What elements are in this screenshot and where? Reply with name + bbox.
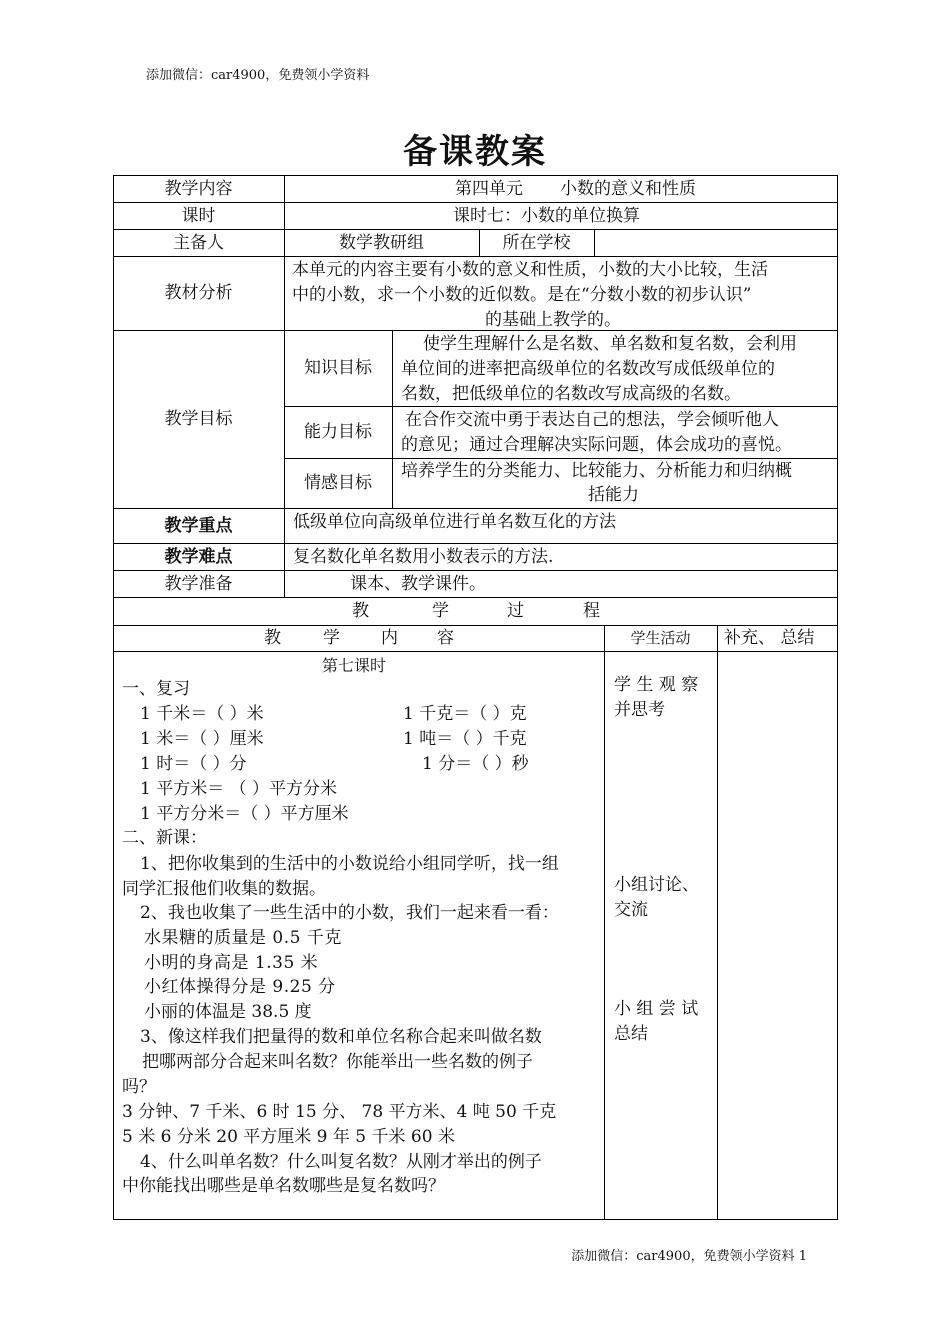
knowledge-label: 知识目标 [304,358,372,378]
school-label: 所在学校 [502,233,571,253]
process-title-char: 过 [507,601,524,621]
lesson-line: 5 米 6 分米 20 平方厘米 9 年 5 千米 60 米 [122,1127,455,1147]
process-title-char: 学 [432,601,449,621]
page-title: 备课教案 [403,132,547,172]
preparer-label: 主备人 [173,233,224,253]
review-heading: 一、复习 [122,679,190,699]
difficulty-label: 教学难点 [164,547,233,567]
lesson-line: 4、什么叫单名数？什么叫复名数？从刚才举出的例子 [140,1152,542,1172]
col-activity-header: 学生活动 [630,629,691,647]
period-label: 课时 [181,206,216,226]
activity-line: 学 生 观 察 [614,675,699,695]
prep-label: 教学准备 [164,574,233,594]
footer-note: 添加微信：car4900，免费领小学资料 1 [571,1249,807,1264]
period-value: 课时七：小数的单位换算 [453,206,640,226]
col-content-char: 教 [264,628,281,648]
lesson-line: 小红体操得分是 9.25 分 [144,977,336,997]
col-content-char: 内 [381,628,398,648]
col-content-char: 学 [323,628,340,648]
review-item: 1 千克＝（ ）克 [403,704,527,724]
emotion-label: 情感目标 [304,473,372,493]
review-item: 1 平方分米＝（ ）平方厘米 [140,804,349,824]
analysis-line: 的基础上教学的。 [485,310,621,330]
lesson-line: 水果糖的质量是 0.5 千克 [144,928,342,948]
lesson-line: 3、像这样我们把量得的数和单位名称合起来叫做名数 [140,1027,542,1047]
activity-line: 交流 [614,900,648,920]
difficulty-value: 复名数化单名数用小数表示的方法. [293,547,554,567]
col-summary-header: 补充、 总结 [724,628,815,648]
content-label: 教学内容 [164,179,233,199]
ability-line: 的意见；通过合理解决实际问题，体会成功的喜悦。 [401,435,792,455]
analysis-line: 中的小数，求一个小数的近似数。是在“分数小数的初步认识” [292,285,752,305]
ability-line: 在合作交流中勇于表达自己的想法，学会倾听他人 [405,410,779,430]
activity-line: 总结 [614,1024,648,1044]
lesson-line: 吗？ [122,1077,156,1097]
review-item: 1 吨＝（ ）千克 [403,729,527,749]
lesson-line: 中你能找出哪些是单名数哪些是复名数吗？ [122,1176,445,1196]
key-label: 教学重点 [164,516,233,536]
process-title-char: 程 [583,601,600,621]
new-heading: 二、新课： [122,828,207,848]
lesson-line: 3 分钟、7 千米、6 时 15 分、 78 平方米、4 吨 50 千克 [122,1102,557,1122]
content-topic: 小数的意义和性质 [560,179,696,199]
process-title-char: 教 [352,601,369,621]
analysis-line: 本单元的内容主要有小数的意义和性质，小数的大小比较，生活 [292,260,768,280]
review-item: 1 时＝（ ）分 [140,754,247,774]
lesson-line: 小明的身高是 1.35 米 [144,953,319,973]
review-item: 1 分＝（ ）秒 [422,754,529,774]
emotion-line: 括能力 [588,485,639,505]
col-content-char: 容 [437,628,454,648]
knowledge-line: 单位间的进率把高级单位的名数改写成低级单位的 [401,359,775,379]
activity-line: 小 组 尝 试 [614,999,699,1019]
review-item: 1 千米＝（ ）米 [140,704,264,724]
content-unit: 第四单元 [455,179,523,199]
lesson-period-title: 第七课时 [322,656,387,675]
knowledge-line: 名数，把低级单位的名数改写成高级的名数。 [401,384,741,404]
review-item: 1 米＝（ ）厘米 [140,729,264,749]
goals-label: 教学目标 [164,409,233,429]
activity-line: 小组讨论、 [614,875,699,895]
analysis-label: 教材分析 [164,283,233,303]
activity-line: 并思考 [614,700,665,720]
header-note: 添加微信：car4900，免费领小学资料 [146,68,370,83]
key-value: 低级单位向高级单位进行单名数互化的方法 [293,512,616,532]
review-item: 1 平方米＝ （ ）平方分米 [140,779,338,799]
emotion-line: 培养学生的分类能力、比较能力、分析能力和归纳概 [401,461,792,481]
lesson-line: 把哪两部分合起来叫名数？你能举出一些名数的例子 [142,1052,533,1072]
preparer-value: 数学教研组 [339,233,424,253]
lesson-line: 2、我也收集了一些生活中的小数，我们一起来看一看： [140,903,559,923]
lesson-line: 1、把你收集到的生活中的小数说给小组同学听，找一组 [140,854,559,874]
ability-label: 能力目标 [304,422,372,442]
prep-value: 课本、教学课件。 [350,574,486,594]
lesson-line: 小丽的体温是 38.5 度 [144,1002,312,1022]
lesson-line: 同学汇报他们收集的数据。 [122,879,326,899]
knowledge-line: 使学生理解什么是名数、单名数和复名数，会利用 [423,334,797,354]
